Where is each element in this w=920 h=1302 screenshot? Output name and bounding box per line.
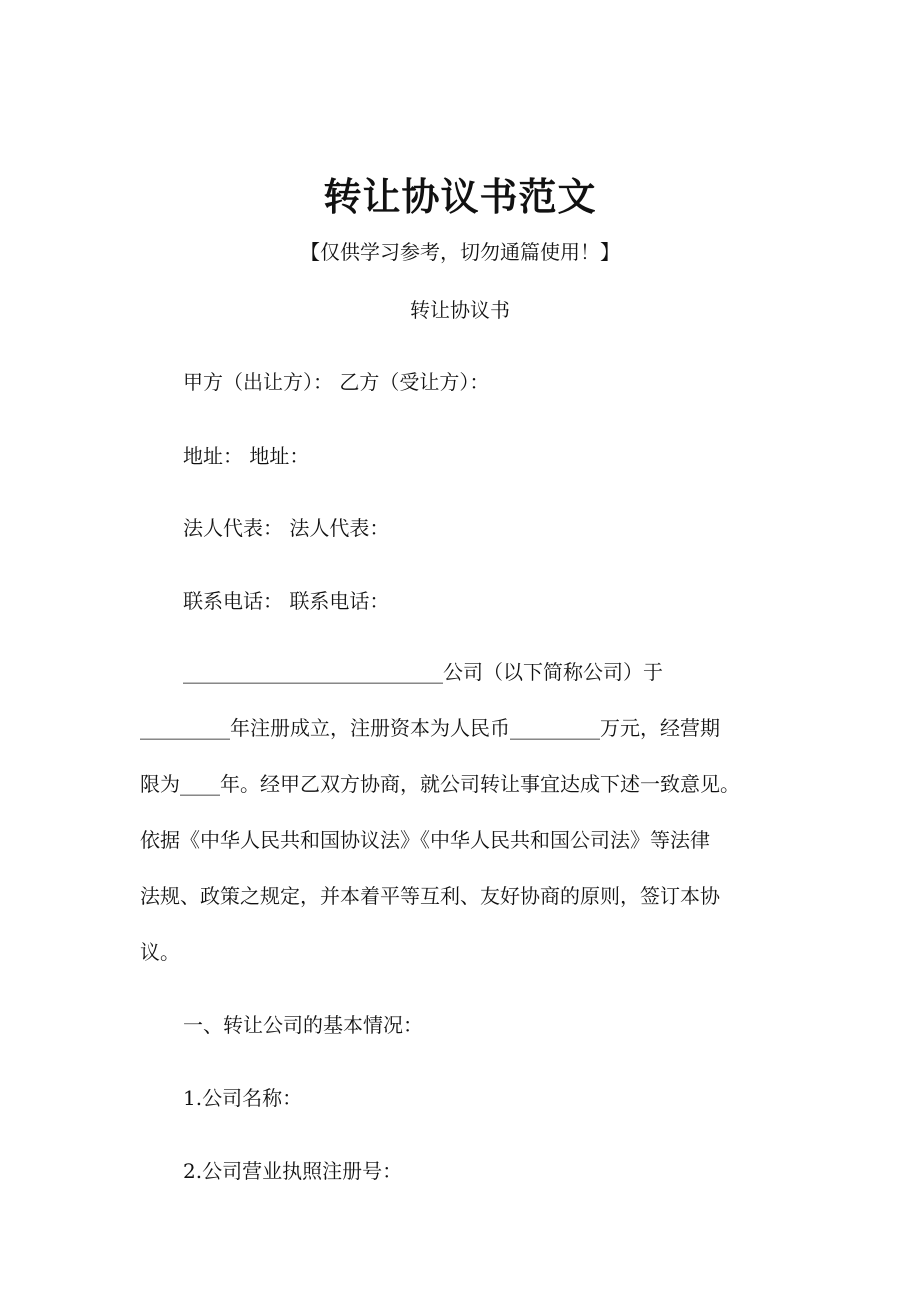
paragraph-line: _________年注册成立，注册资本为人民币_________万元，经营期 (140, 716, 720, 740)
address-line: 地址： 地址： (183, 444, 310, 468)
paragraph-line: 法规、政策之规定，并本着平等互利、友好协商的原则，签订本协 (140, 884, 720, 908)
list-item: 1.公司名称： (183, 1086, 303, 1110)
agreement-name: 转让协议书 (410, 298, 510, 322)
document-subtitle: 【仅供学习参考，切勿通篇使用！】 (300, 240, 620, 264)
party-line: 甲方（出让方）： 乙方（受让方）： (183, 370, 490, 394)
paragraph-line: 议。 (140, 940, 180, 964)
document-title: 转让协议书范文 (323, 175, 597, 219)
phone-line: 联系电话： 联系电话： (183, 589, 390, 613)
paragraph-line: __________________________公司（以下简称公司）于 (183, 660, 663, 684)
paragraph-line: 限为____年。经甲乙双方协商，就公司转让事宜达成下述一致意见。 (140, 772, 740, 796)
paragraph-line: 依据《中华人民共和国协议法》《中华人民共和国公司法》等法律 (140, 828, 710, 852)
list-item: 2.公司营业执照注册号： (183, 1159, 403, 1183)
section-heading: 一、转让公司的基本情况： (183, 1013, 423, 1037)
legal-rep-line: 法人代表： 法人代表： (183, 516, 390, 540)
